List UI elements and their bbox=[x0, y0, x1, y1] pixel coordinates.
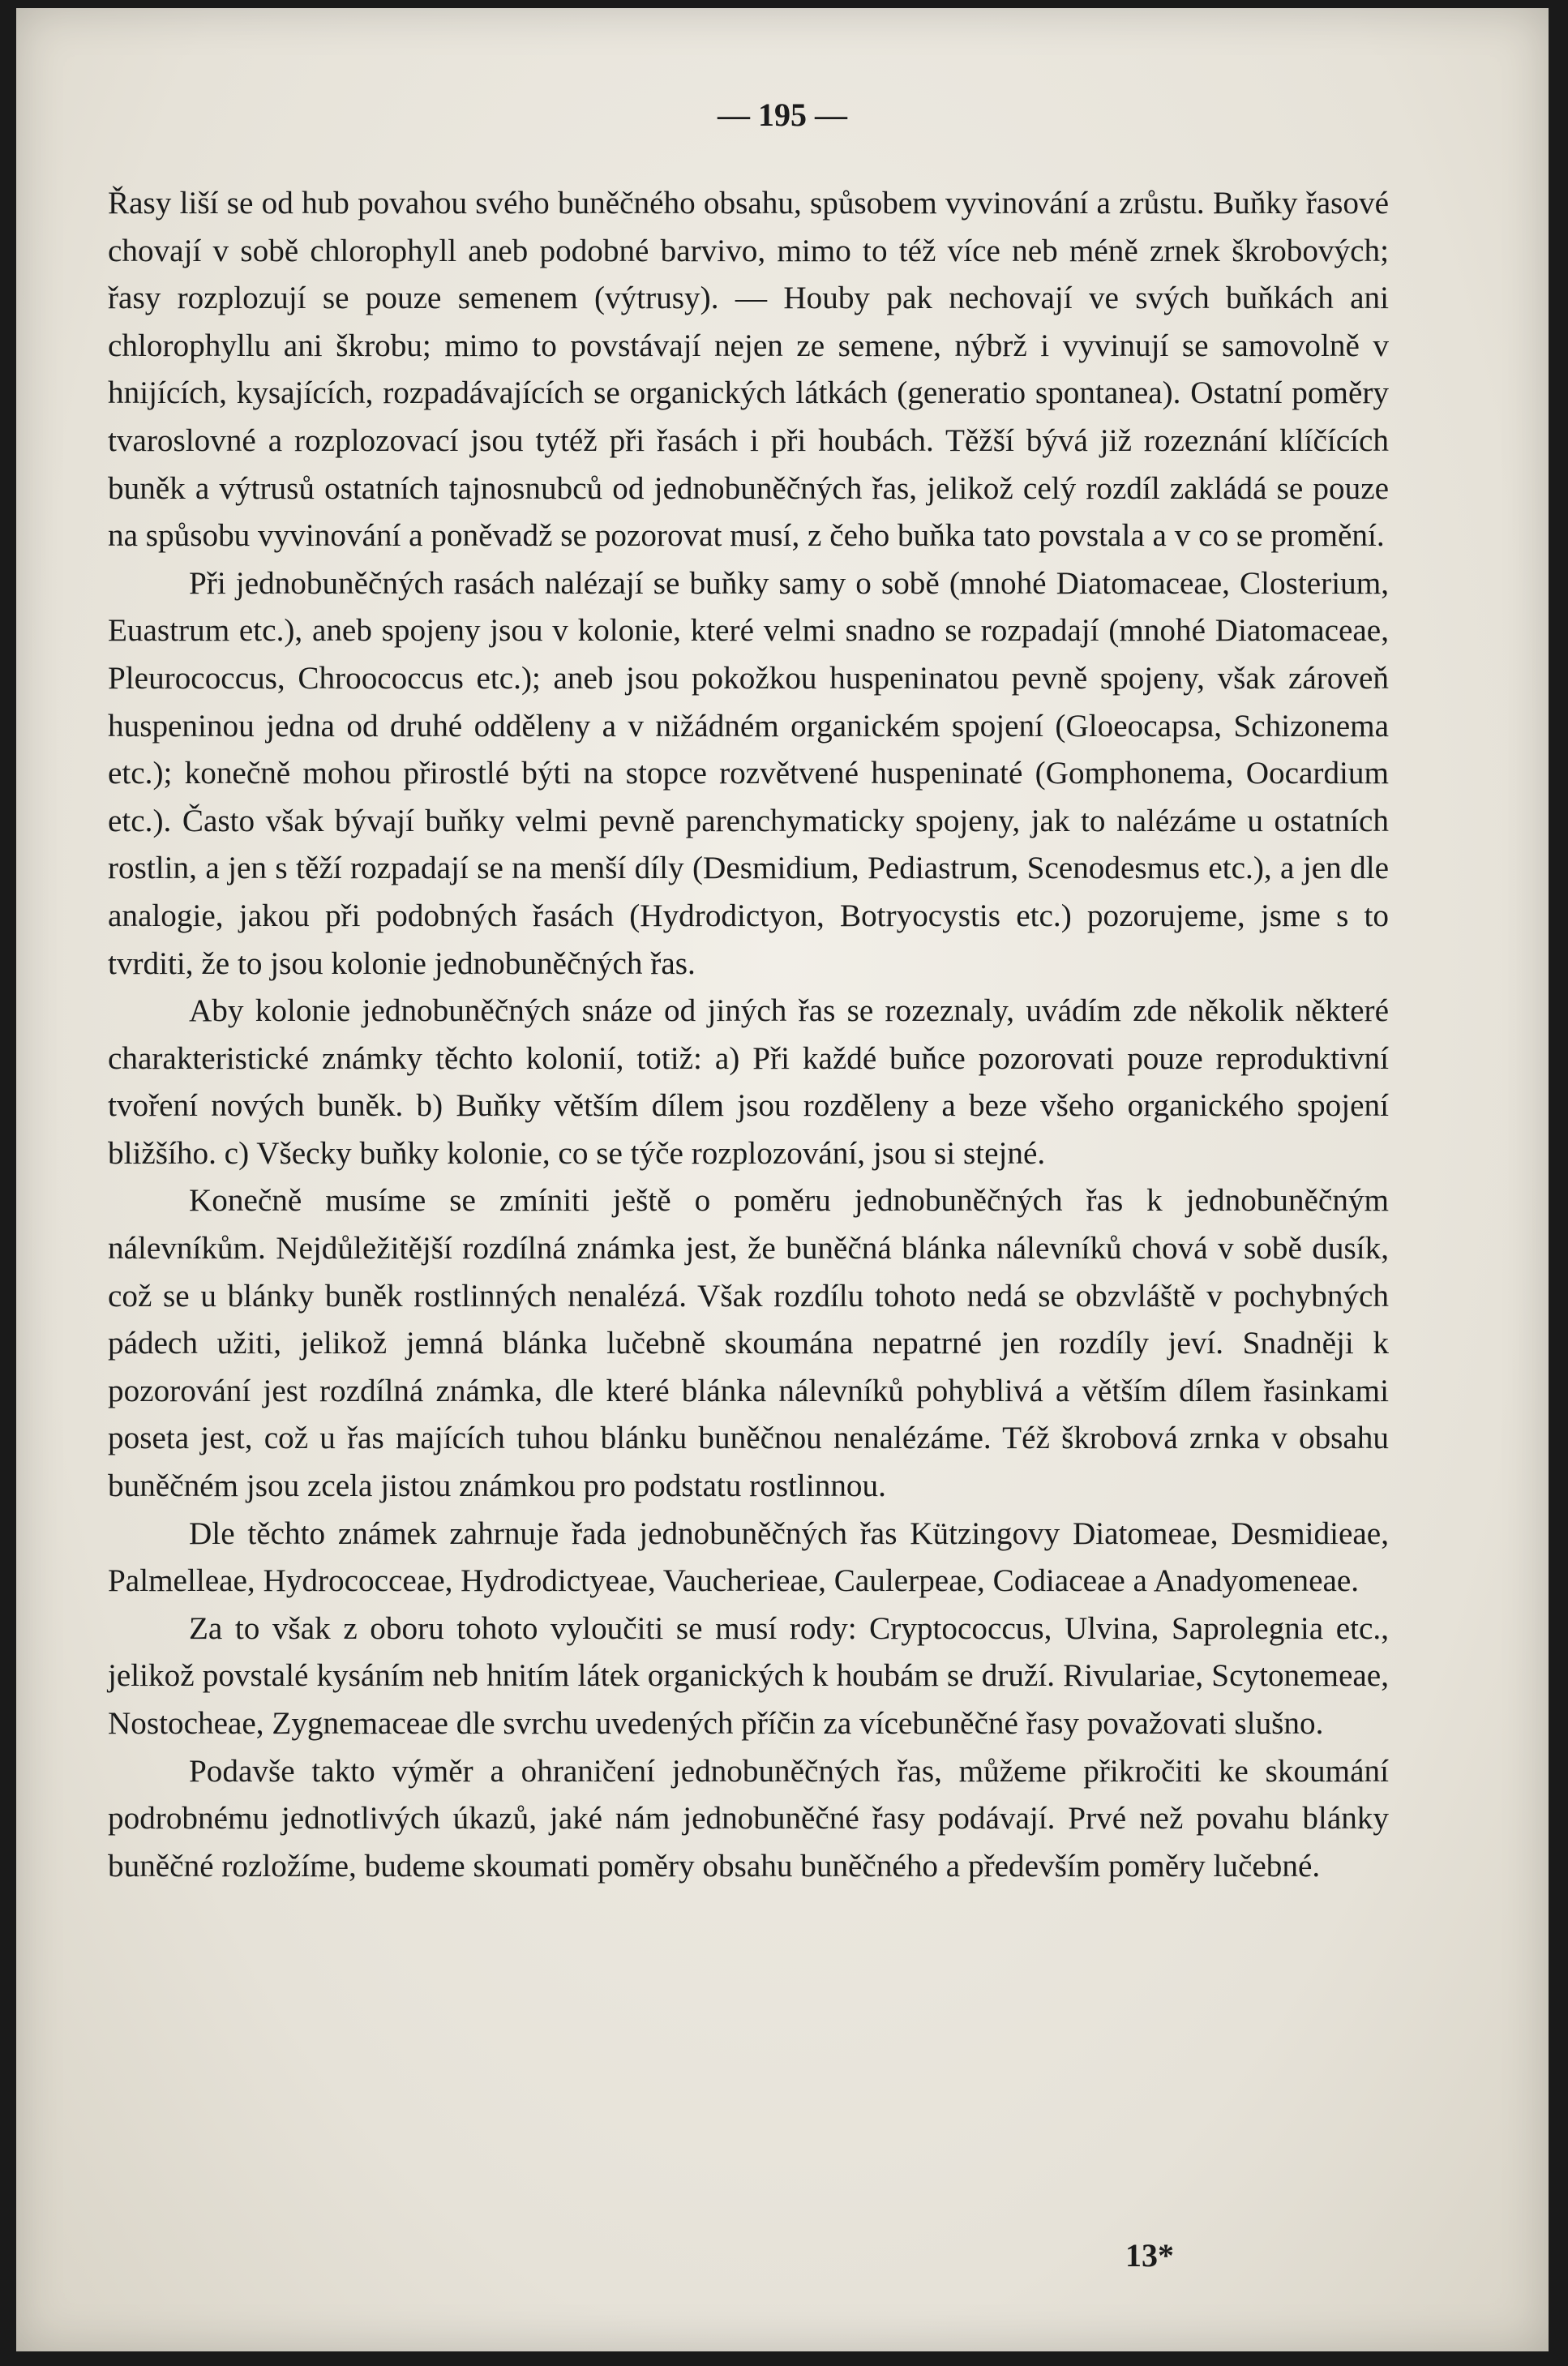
paragraph-3: Aby kolonie jednobuněčných snáze od jiných řas se rozeznaly, uvádím zde několik některé charakteristické známky těchto kolonií, totiž: a) Při každé buňce pozorovati pouze reproduktivní tvoření nových buněk. b) Buňky větším dílem jsou rozděleny a beze všeho organického spojení bližšího. c) Všecky buňky kolonie, co se týče rozplozování, jsou si stejné. bbox=[108, 993, 1389, 1171]
page-number: — 195 — bbox=[718, 96, 847, 133]
signature-mark: 13* bbox=[1125, 2237, 1174, 2274]
body-text bbox=[108, 180, 1389, 1890]
paragraph-4: Konečně musíme se zmíniti ještě o poměru jednobuněčných řas k jednobuněčným nálevníkům. Nejdůležitější rozdílná známka jest, že buněčná blánka nálevníků chová v sobě dusík, což se u blánky buněk rostlinných nenalézá. Však rozdílu tohoto nedá se obzvláště v pochybných pádech užiti, jelikož jemná blánka lučebně skoumána nepatrné jen rozdíly jeví. Snadněji k pozorování jest rozdílná známka, dle které blánka nálevníků pohyblivá a větším dílem řasinkami posetа jest, což u řas majících tuhou blánku buněčnou nenalézáme. Též škrobová zrnka v obsahu buněčném jsou zcela jistou známkou pro podstatu rostlinnou. bbox=[108, 1183, 1389, 1504]
paragraph-6: Za to však z oboru tohoto vyloučiti se musí rody: Cryptococcus, Ulvina, Saprolegnia etc., jelikož povstalé kysáním neb hnitím látek organických k houbám se druží. Rivulariae, Scytonemeae, Nostocheae, Zygnemaceae dle svrchu uvedených příčin za vícebuněčné řasy považovati slušno. bbox=[108, 1610, 1389, 1741]
paragraph-7: Podavše takto výměr a ohraničení jednobuněčných řas, můžeme přikročiti ke skoumání podrobnému jednotlivých úkazů, jaké nám jednobuněčné řasy podávají. Prvé než povahu blánky buněčné rozložíme, budeme skoumati poměry obsahu buněčného a především poměry lučebné. bbox=[108, 1753, 1389, 1884]
paragraph-5: Dle těchto známek zahrnuje řada jednobuněčných řas Kützingovy Diatomeae, Desmidieae, Palmelleae, Hydrococceae, Hydrodictyeae, Vaucherieae, Caulerpeae, Codiaceae a Anadyomeneae. bbox=[108, 1515, 1389, 1599]
paragraph-2: Při jednobuněčných rasách nalézají se buňky samy o sobě (mnohé Diatomaceae, Closterium, Euastrum etc.), aneb spojeny jsou v kolonie, které velmi snadno se rozpadají (mnohé Diatomaceae, Pleurococcus, Chroococcus etc.); aneb jsou pokožkou huspeninatou pevně spojeny, však zároveň huspeninou jedna od druhé odděleny a v nižádném organickém spojení (Gloeocapsa, Schizonema etc.); konečně mohou přirostlé býti na stopce rozvětvené huspeninaté (Gomphonema, Oocardium etc.). Často však bývají buňky velmi pevně parenchymaticky spojeny, jak to nalézáme u ostatních rostlin, a jen s těží rozpadají se na menší díly (Desmidium, Pediastrum, Scenodesmus etc.), a jen dle analogie, jakou při podobných řasách (Hydrodictyon, Botryocystis etc.) pozorujeme, jsme s to tvrditi, že to jsou kolonie jednobuněčných řas. bbox=[108, 565, 1389, 981]
paragraph-1: Řasy liší se od hub povahou svého buněčného obsahu, spůsobem vyvinování a zrůstu. Buňky řasové chovají v sobě chlorophyll aneb podobné barvivo, mimo to též více neb méně zrnek škrobových; řasy rozplozují se pouze semenem (výtrusy). — Houby pak nechovají ve svých buňkách ani chlorophyllu ani škrobu; mimo to povstávají nejen ze semene, nýbrž i vyvinují se samovolně v hnijících, kysajících, rozpadávajících se organických látkách (generatio spontanea). Ostatní poměry tvaroslovné a rozplozovací jsou tytéž při řasách i při houbách. Těžší bývá již rozeznání klíčících buněk a výtrusů ostatních tajnosnubců od jednobuněčných řas, jelikož celý rozdíl zakládá se pouze na spůsobu vyvinování a poněvadž se pozorovat musí, z čeho buňka tato povstala a v co se promění. bbox=[108, 186, 1389, 554]
book-page bbox=[16, 8, 1549, 2351]
